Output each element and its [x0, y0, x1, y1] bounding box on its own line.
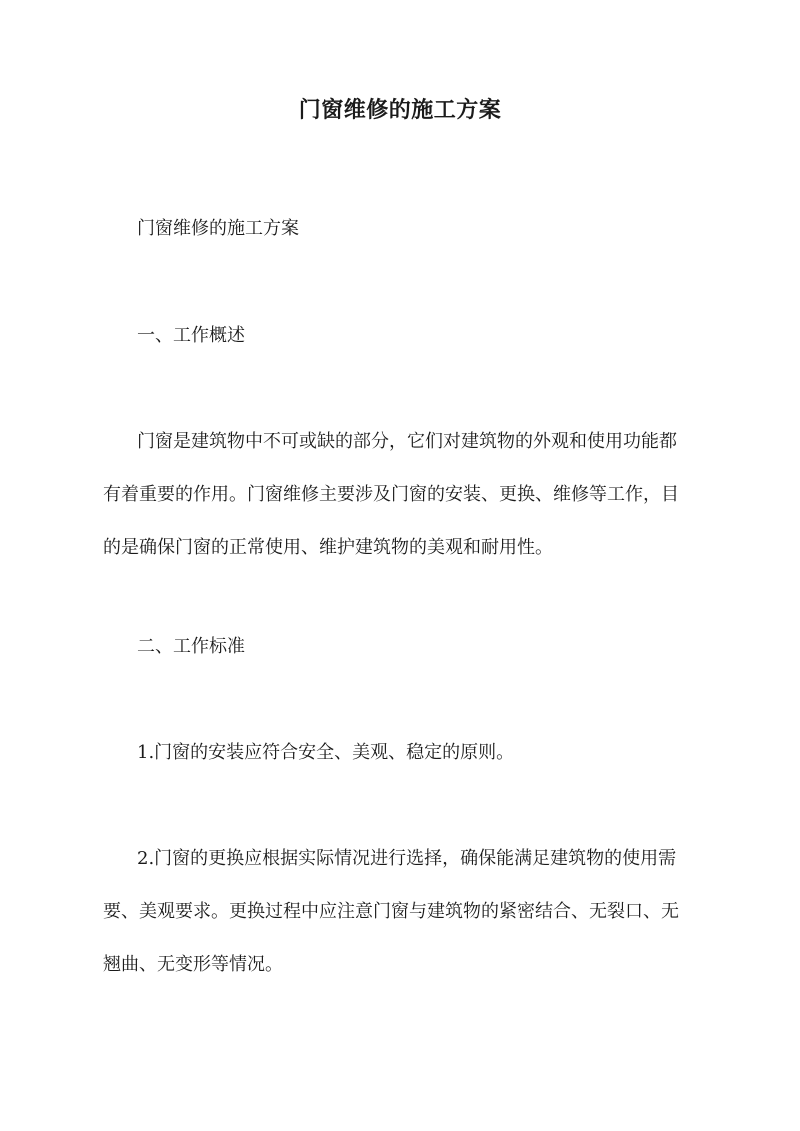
section-heading-standards	[103, 620, 703, 673]
paragraph-line: 2.门窗的更换应根据实际情况进行选择，确保能满足建筑物的使用需	[137, 848, 677, 869]
standard-item-2	[103, 832, 703, 991]
paragraph-line: 翘曲、无变形等情况。	[103, 954, 283, 975]
paragraph-line: 门窗是建筑物中不可或缺的部分，它们对建筑物的外观和使用功能都	[137, 431, 677, 452]
document-title: 门窗维修的施工方案	[298, 97, 502, 123]
section-heading-text: 一、工作概述	[137, 325, 245, 346]
overview-paragraph	[103, 415, 703, 574]
paragraph-line: 要、美观要求。更换过程中应注意门窗与建筑物的紧密结合、无裂口、无	[103, 901, 679, 922]
section-heading-overview	[103, 309, 703, 362]
paragraph-line: 有着重要的作用。门窗维修主要涉及门窗的安装、更换、维修等工作，目	[103, 484, 679, 505]
subtitle-text: 门窗维修的施工方案	[137, 218, 299, 239]
list-item-text: 1.门窗的安装应符合安全、美观、稳定的原则。	[137, 742, 515, 763]
paragraph-line: 的是确保门窗的正常使用、维护建筑物的美观和耐用性。	[103, 537, 553, 558]
section-heading-text: 二、工作标准	[137, 636, 245, 657]
document-subtitle	[103, 202, 703, 255]
standard-item-1	[103, 726, 703, 779]
